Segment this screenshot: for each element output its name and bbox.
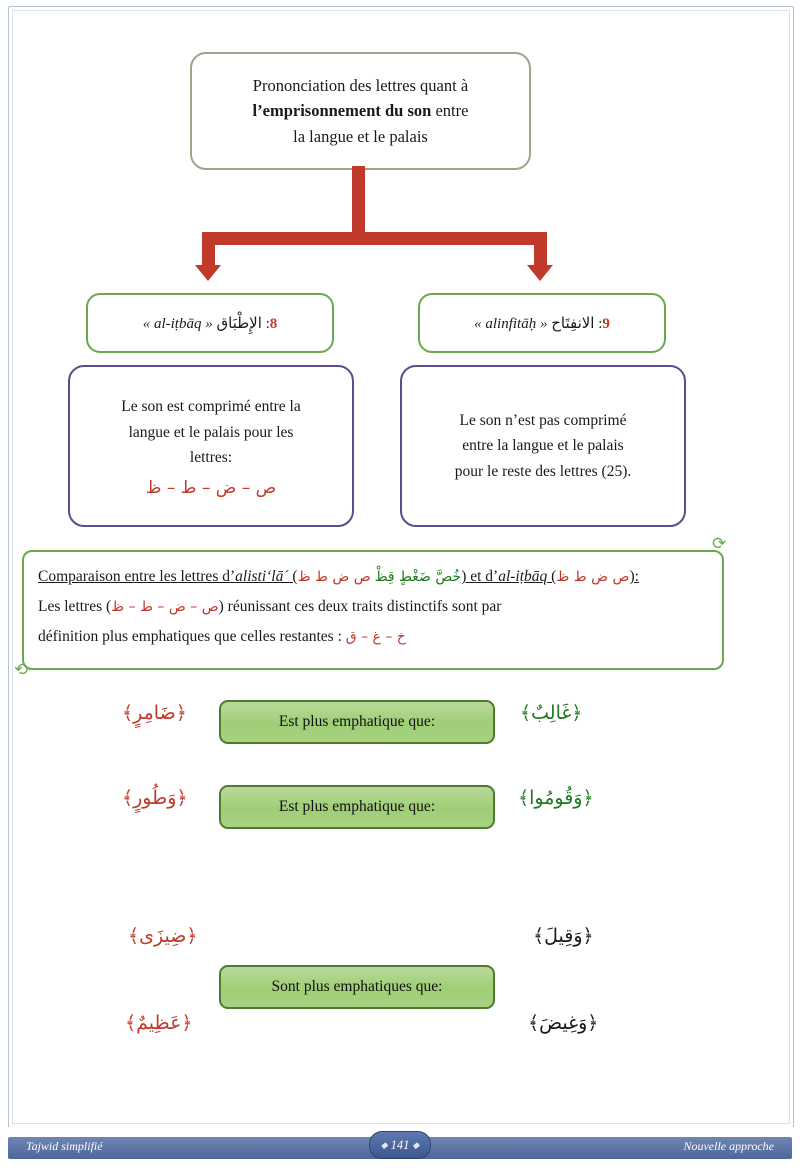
colon-8: : — [261, 315, 270, 332]
corner-curl-bottom-left-icon: ⟲ — [14, 660, 29, 679]
title-line-3: la langue et le palais — [293, 126, 428, 146]
comparison-line-1 — [38, 562, 708, 592]
page-dot-right-icon: ◆ — [412, 1139, 420, 1150]
row-1-right-word: ﴿غَالِبٌ﴾ — [520, 702, 583, 724]
itbaq-line-1: Le son est comprimé entre la — [121, 398, 301, 416]
cmp1-it1: alisti‘lā´ — [235, 568, 289, 585]
cmp1-a: Comparaison entre les lettres d’ — [38, 568, 236, 585]
footer-right-text: Nouvelle approche — [683, 1139, 774, 1153]
row-1-left-word: ﴿ضَامِرٍ﴾ — [122, 702, 187, 724]
branch-translit-8: « al-iṭbāq » — [142, 315, 213, 332]
cmp2-b: ) réunissant ces deux traits distinctifs sont par — [218, 598, 502, 616]
itbaq-letters: ص – ض – ط – ظ — [145, 477, 277, 498]
comparison-box — [22, 550, 724, 670]
comparison-line-2 — [38, 592, 708, 622]
comparison-line-3 — [38, 622, 708, 652]
branch-header-infitah — [418, 293, 666, 353]
page-dot-left-icon: ◆ — [380, 1139, 388, 1150]
cmp3-a: définition plus emphatiques que celles restantes : — [38, 628, 346, 646]
cmp1-ar1: ص ض ط ظ — [297, 569, 371, 585]
branch-arabic-9: الانفِتَاح — [551, 313, 595, 332]
footer — [0, 1127, 800, 1175]
title-line-1: Prononciation des lettres quant à — [252, 75, 469, 95]
title-bold: l’emprisonnement du son — [252, 101, 432, 121]
cmp2-a: Les lettres ( — [38, 598, 112, 616]
branch-header-itbaq — [86, 293, 334, 353]
branch-body-itbaq — [68, 365, 354, 527]
row-1-compare-button[interactable]: Est plus emphatique que: — [219, 700, 495, 744]
corner-curl-top-right-icon: ⟳ — [712, 534, 727, 553]
cmp1-c: ) et d’ — [461, 568, 499, 585]
arrow-left-icon — [195, 265, 221, 281]
branch-number-8: 8 — [269, 315, 278, 332]
cmp1-ar1b: خُصَّ ضَغْطٍ قِظْ — [374, 569, 462, 585]
page-number-badge — [369, 1131, 431, 1159]
title-box — [190, 52, 531, 170]
page-number: 141 — [390, 1137, 410, 1152]
connector-horizontal — [202, 232, 547, 245]
row-2-left-word: ﴿وَطُورٍ﴾ — [122, 787, 188, 809]
row-2-compare-button[interactable]: Est plus emphatique que: — [219, 785, 495, 829]
itbaq-line-3: lettres: — [189, 449, 233, 467]
cmp2-ar: ص – ض – ط – ظ — [111, 599, 219, 616]
cmp1-e: ): — [629, 568, 639, 585]
itbaq-line-2: langue et le palais pour les — [128, 423, 294, 441]
arrow-right-icon — [527, 265, 553, 281]
branch-number-9: 9 — [602, 315, 610, 332]
branch-arabic-8: الإِطْبَاق — [216, 313, 262, 332]
branch-body-infitah — [400, 365, 686, 527]
group-right-top-word: ﴿وَقِيلَ﴾ — [533, 925, 594, 947]
group-right-bottom-word: ﴿وَغِيضَ﴾ — [528, 1012, 599, 1034]
infitah-line-3: pour le reste des lettres (25). — [454, 462, 632, 480]
cmp1-d: ( — [547, 568, 557, 585]
row-2-right-word: ﴿وَقُومُوا﴾ — [518, 787, 594, 809]
connector-left-drop — [202, 232, 215, 267]
colon-9: : — [594, 315, 603, 332]
branch-translit-9: « alinfitāḥ » — [474, 315, 548, 332]
footer-left-text: Tajwid simplifié — [26, 1139, 103, 1153]
cmp1-b: ( — [288, 568, 298, 585]
group-left-top-word: ﴿ضِيزَى﴾ — [128, 925, 198, 947]
footer-bar — [8, 1137, 792, 1159]
connector-stem — [352, 166, 365, 232]
infitah-line-1: Le son n’est pas comprimé — [459, 411, 627, 429]
cmp3-ar: خ – غ – ق — [345, 629, 406, 646]
title-line-2-tail: entre — [431, 101, 469, 121]
group-compare-button[interactable]: Sont plus emphatiques que: — [219, 965, 495, 1009]
cmp1-ar2: ص ض ط ظ — [556, 569, 630, 585]
group-left-bottom-word: ﴿عَظِيمٌ﴾ — [125, 1012, 193, 1034]
connector-right-drop — [534, 232, 547, 267]
infitah-line-2: entre la langue et le palais — [462, 437, 624, 455]
cmp1-it2: al-iṭbāq — [498, 568, 548, 585]
